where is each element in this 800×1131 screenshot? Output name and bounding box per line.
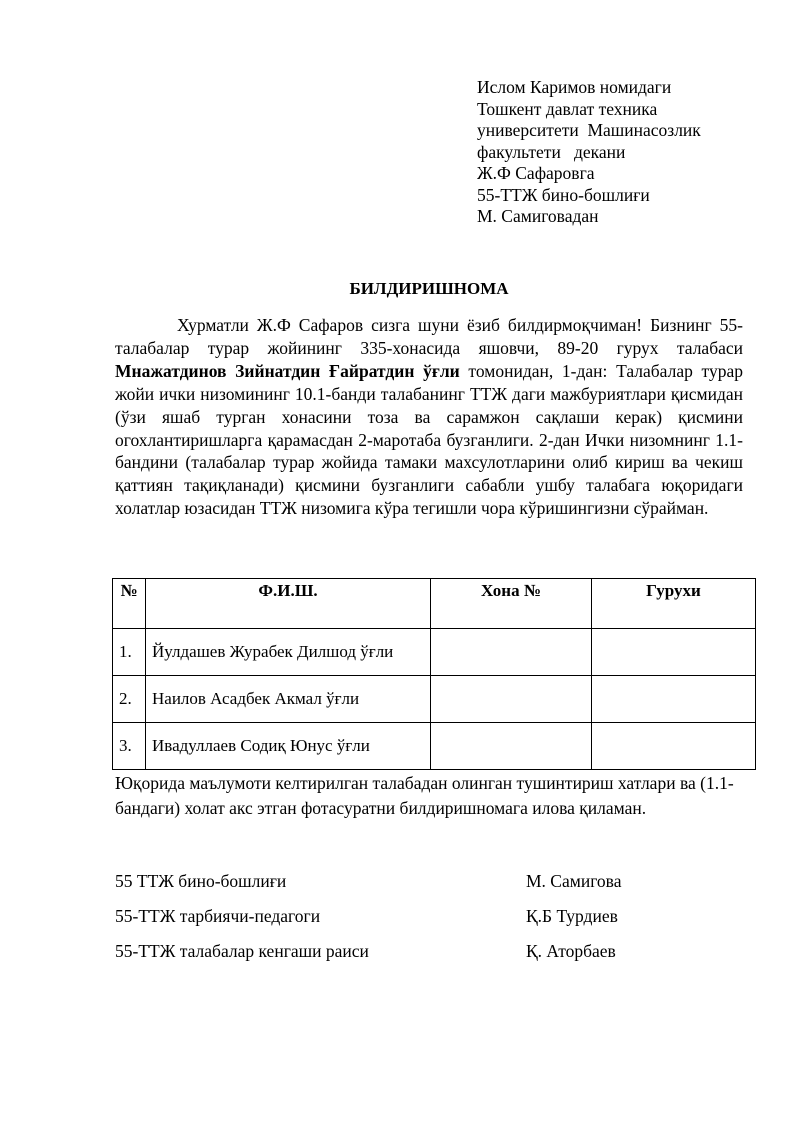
cell-room [431,676,592,723]
attachment-note: Юқорида маълумоти келтирилган талабадан олинган тушинтириш хатлари ва (1.1-бандаги) холат акс этган фотасуратни билдиришномага илова қиламан. [115,773,734,818]
body-text-part1: Хурматли Ж.Ф Сафаров сизга шуни ёзиб билдирмоқчиман! Бизнинг 55-талабалар турар жойининг 335-хонасида яшовчи, 89-20 гурух талабаси [115,315,743,358]
signature-person: Қ. Аторбаев [526,941,616,961]
header-number: № [113,579,146,629]
header-fullname: Ф.И.Ш. [146,579,431,629]
signature-role: 55 ТТЖ бино-бошлиғи [115,871,287,891]
cell-room [431,629,592,676]
signature-role: 55-ТТЖ тарбиячи-педагоги [115,906,321,926]
addressee-line: М. Самиговадан [477,206,599,226]
cell-fullname: Йулдашев Журабек Дилшод ўғли [146,629,431,676]
student-name-bold: Мнажатдинов Зийнатдин Ғайратдин ўғли [115,360,460,381]
table-row [113,723,756,770]
header-room: Хона № [431,579,592,629]
addressee-line: университети Машинасозлик [477,120,701,140]
signature-row [115,871,735,895]
cell-group [592,676,756,723]
table-row [113,676,756,723]
cell-fullname: Наилов Асадбек Акмал ўғли [146,676,431,723]
header-group: Гурухи [592,579,756,629]
body-text-part2: томонидан, 1-дан: Талабалар турар жойи ички низомининг 10.1-банди талабанинг ТТЖ даги мажбуриятлари қисмидан (ўзи яшаб турган хонасини тоза ва сарамжон сақлаши керак) қисмини огохлантиришларга қарамасдан 2-маротаба бузганлиги. 2-дан Ички низомнинг 1.1-бандини (талабалар турар жойида тамаки махсулотларини олиб кириш ва чекиш қаттиян тақиқланади) қисмини бузганлиги сабабли ушбу талабага юқоридаги холатлар юзасидан ТТЖ низомига кўра тегишли чора кўришингизни сўрайман. [115,360,743,519]
signature-row [115,941,735,965]
students-table [112,578,756,770]
table-row [113,629,756,676]
cell-number: 1. [113,629,146,676]
cell-fullname: Ивадуллаев Содиқ Юнус ўғли [146,723,431,770]
addressee-block [477,77,701,228]
signature-person: М. Самигова [526,871,622,891]
addressee-line: Тошкент давлат техника [477,98,658,119]
addressee-line: Ислом Каримов номидаги [477,77,672,97]
document-title: БИЛДИРИШНОМА [349,279,509,298]
cell-group [592,629,756,676]
addressee-line: факультети декани [477,141,626,162]
cell-group [592,723,756,770]
table-header-row [113,579,756,629]
cell-number: 3. [113,723,146,770]
signature-role: 55-ТТЖ талабалар кенгаши раиси [115,941,369,961]
signature-person: Қ.Б Турдиев [526,906,618,926]
cell-number: 2. [113,676,146,723]
addressee-line: 55-ТТЖ бино-бошлиғи [477,184,650,205]
signature-row [115,906,735,930]
body-paragraph [115,314,743,520]
addressee-line: Ж.Ф Сафаровга [477,163,595,183]
cell-room [431,723,592,770]
